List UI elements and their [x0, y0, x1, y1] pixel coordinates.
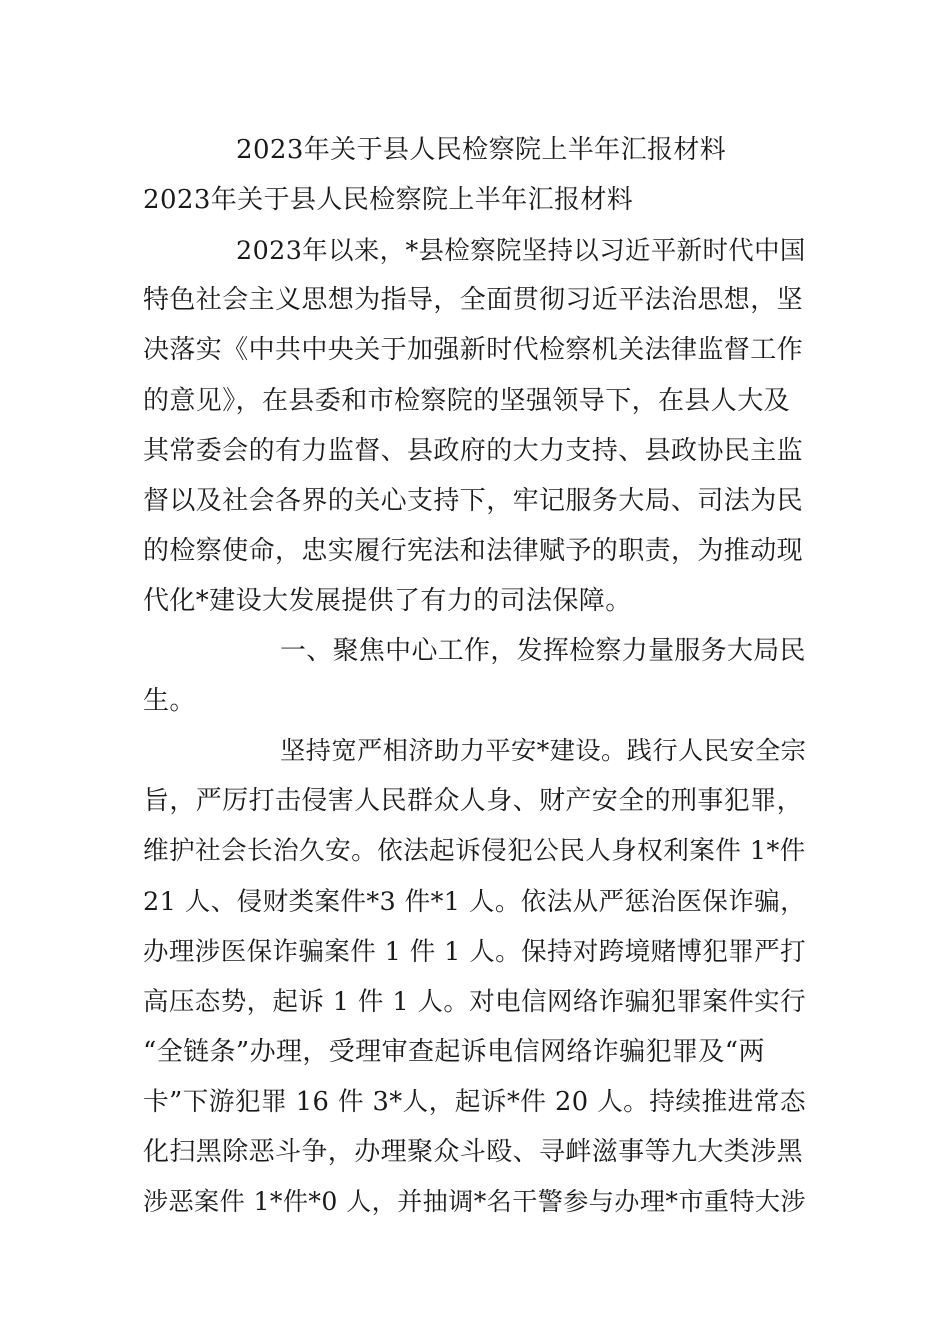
document-title: 2023年关于县人民检察院上半年汇报材料: [236, 135, 727, 165]
text-line: 坚持宽严相济助力平安*建设。践行人民安全宗: [280, 736, 807, 765]
text-line: 旨，严厉打击侵害人民群众人身、财产安全的刑事犯罪，: [143, 786, 804, 816]
document-subtitle: 2023年关于县人民检察院上半年汇报材料: [143, 185, 634, 215]
text-line: 生。: [143, 686, 196, 716]
text-line: 特色社会主义思想为指导，全面贯彻习近平法治思想，坚: [143, 285, 804, 315]
text-line: 代化*建设大发展提供了有力的司法保障。: [143, 586, 632, 616]
text-line: “全链条”办理，受理审查起诉电信网络诈骗犯罪及“两: [143, 1037, 765, 1067]
text-line: 其常委会的有力监督、县政府的大力支持、县政协民主监: [143, 436, 804, 466]
text-line: 21 人、侵财类案件*3 件*1 人。依法从严惩治医保诈骗，: [143, 887, 807, 917]
text-line: 的检察使命，忠实履行宪法和法律赋予的职责，为推动现: [143, 536, 804, 566]
text-line: 化扫黑除恶斗争，办理聚众斗殴、寻衅滋事等九大类涉黑: [143, 1137, 804, 1167]
text-line: 办理涉医保诈骗案件 1 件 1 人。保持对跨境赌博犯罪严打: [143, 937, 806, 967]
text-line: 2023年以来，*县检察院坚持以习近平新时代中国: [236, 235, 806, 265]
text-line: 卡”下游犯罪 16 件 3*人，起诉*件 20 人。持续推进常态: [143, 1087, 807, 1117]
text-line: 决落实《中共中央关于加强新时代检察机关法律监督工作: [143, 335, 804, 365]
text-line: 一、聚焦中心工作，发挥检察力量服务大局民: [280, 636, 806, 666]
text-line: 维护社会长治久安。依法起诉侵犯公民人身权利案件 1*件: [143, 836, 806, 866]
text-line: 督以及社会各界的关心支持下，牢记服务大局、司法为民: [143, 486, 804, 516]
text-line: 的意见》，在县委和市检察院的坚强领导下，在县人大及: [143, 386, 791, 416]
text-line: 涉恶案件 1*件*0 人，并抽调*名干警参与办理*市重特大涉: [143, 1187, 806, 1216]
text-line: 高压态势，起诉 1 件 1 人。对电信网络诈骗犯罪案件实行: [143, 987, 806, 1017]
